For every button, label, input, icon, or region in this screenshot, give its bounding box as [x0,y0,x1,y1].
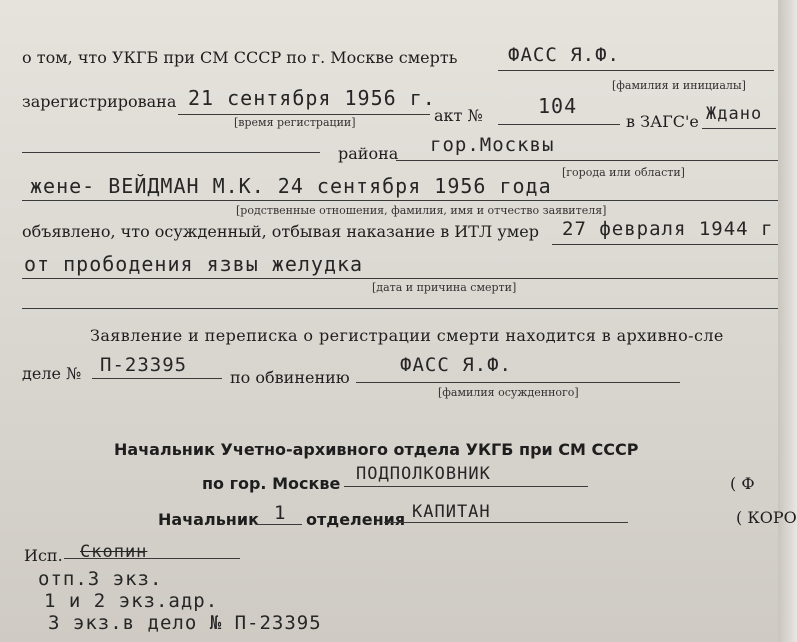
zags-name: Ждано [706,104,763,124]
copies-line-1: отп.3 экз. [38,568,163,590]
applicant: жене- ВЕЙДМАН М.К. 24 сентября 1956 года [30,174,552,198]
right-fragment-2: ( КОРО [736,508,797,527]
moscow-label: по гор. Москве [202,474,341,493]
underline-city [396,160,778,161]
underline-blank-2 [22,308,778,309]
underline-exec [64,558,240,559]
underline-dept [256,524,302,525]
cause-of-death: от прободения язвы желудка [24,252,364,276]
charge-label: по обвинению [230,368,350,387]
underline-convict [356,382,680,383]
copies-line-2: 1 и 2 экз.адр. [44,590,219,612]
registration-date: 21 сентября 1956 г. [188,86,436,110]
archive-text: Заявление и переписка о регистрации смерти находится в архивно-сле [90,326,724,345]
underline-name [498,70,774,71]
caption-convict: [фамилия осужденного] [438,386,579,399]
city: гор.Москвы [430,134,555,156]
underline-rank-2 [384,522,628,523]
convict-name: ФАСС Я.Ф. [400,354,512,376]
copies-line-3: 3 экз.в дело № П-23395 [48,612,322,634]
underline-death-date [552,244,778,245]
zags-label: в ЗАГС'е [626,112,699,131]
death-date: 27 февраля 1944 г [562,218,774,240]
chief-label: Начальник [158,510,259,529]
caption-city: [города или области] [562,166,685,179]
line1-prefix: о том, что УКГБ при СМ СССР по г. Москве смерть [22,48,458,67]
act-number: 104 [538,94,578,118]
deceased-name: ФАСС Я.Ф. [508,44,620,66]
caption-applicant: [родственные отношения, фамилия, имя и отчество заявителя] [236,204,607,217]
district-label: района [338,144,399,163]
registered-label: зарегистрирована [22,92,177,111]
underline-case [92,378,222,379]
dept-label: отделения [306,510,406,529]
underline-rank-1 [344,486,588,487]
announced-text: объявлено, что осужденный, отбывая наказание в ИТЛ умер [22,222,539,241]
act-label: акт № [434,106,483,125]
underline-cause [22,278,778,279]
exec-label: Исп. [24,546,63,565]
underline-act [498,124,620,125]
right-fragment-1: ( Ф [730,474,755,493]
rank-1: ПОДПОЛКОВНИК [356,464,491,484]
caption-name: [фамилия и инициалы] [612,79,746,92]
rank-2: КАПИТАН [412,502,491,522]
underline-blank [22,152,320,153]
dept-number: 1 [274,502,287,524]
underline-applicant [22,200,778,201]
underline-date [178,114,430,115]
page-edge [778,0,797,642]
caption-time: [время регистрации] [234,116,356,129]
caption-cause: [дата и причина смерти] [372,281,517,294]
head-title: Начальник Учетно-архивного отдела УКГБ при СМ СССР [114,440,639,459]
case-number: П-23395 [100,354,188,376]
exec-name: Скопин [80,542,148,562]
case-label: деле № [22,364,82,383]
underline-zags [702,128,776,129]
